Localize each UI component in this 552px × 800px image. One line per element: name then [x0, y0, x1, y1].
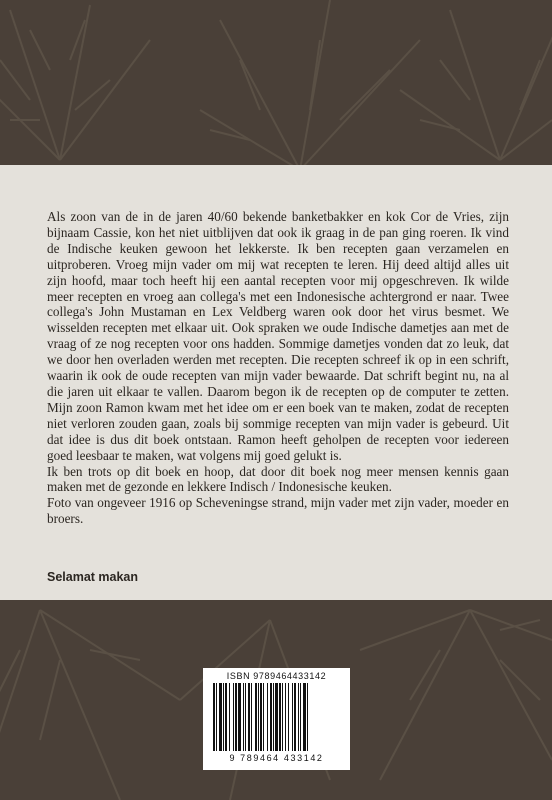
isbn-digits: 9 789464 433142 [229, 753, 324, 763]
barcode-bar [303, 683, 306, 751]
barcode-bar [235, 683, 237, 751]
isbn-barcode [203, 668, 350, 770]
barcode-bar [279, 683, 281, 751]
barcode-bar [270, 683, 272, 751]
barcode-bar [292, 683, 293, 751]
barcode-bar [260, 683, 262, 751]
barcode-bar [245, 683, 246, 751]
barcode-bar [273, 683, 274, 751]
barcode-bar [298, 683, 299, 751]
story-paragraph: Als zoon van de in de jaren 40/60 bekende banketbakker en kok Cor de Vries, zijn bijnaam Cassie, kon het niet uitblijven dat ook ik graag in de pan ging roeren. Ik vind de Indische keuken gewoon het lekkerste. Ik ben recepten gaan verzamelen en uitproberen. Vroeg mijn vader om mij wat recepten te leren. Hij deed altijd alles uit zijn hoofd, maar toch heeft hij een aantal recepten voor mij opgeschreven. Ik wilde meer recepten en vroeg aan collega's met een Indonesische achtergrond er naar. Twee collega's John Mustaman en Lex Veldberg waren ook door het virus besmet. We wisselden recepten met elkaar uit. Ook spraken we oude Indische dametjes aan met de vraag of ze nog recepten voor ons hadden. Sommige dametjes vonden dat zo leuk, dat we door hen overladen werden met recepten. Die recepten schreef ik op in een schrift, waarin ik ook de oude recepten van mijn vader bewaarde. Dat schrift begint nu, na al die jaren uit elkaar te vallen. Daarom begon ik de recepten op de computer te zetten. Mijn zoon Ramon kwam met het idee om er een boek van te maken, zodat de recepten niet verloren zouden gaan, zoals bij sommige recepten van mijn vader is gebeurd. Uit dat idee is dus dit boek ontstaan. Ramon heeft geholpen de recepten voor iedereen goed leesbaar te maken, wat volgens mij goed gelukt is. [47, 209, 509, 463]
barcode-bar [233, 683, 234, 751]
barcode-bar [223, 683, 224, 751]
barcode-bar [300, 683, 301, 751]
barcode-icon [213, 683, 341, 751]
barcode-bar [216, 683, 217, 751]
barcode-bar [248, 683, 250, 751]
barcode-bar [243, 683, 244, 751]
barcode-bar [285, 683, 286, 751]
barcode-bar [238, 683, 241, 751]
barcode-bar [282, 683, 283, 751]
isbn-label: ISBN 9789464433142 [226, 671, 327, 681]
barcode-bar [267, 683, 268, 751]
barcode-bar [213, 683, 215, 751]
barcode-bar [251, 683, 252, 751]
back-cover-text [47, 209, 509, 527]
barcode-bar [225, 683, 227, 751]
barcode-bar [255, 683, 257, 751]
barcode-bar [288, 683, 289, 751]
barcode-bar [263, 683, 264, 751]
story-paragraph: Ik ben trots op dit boek en hoop, dat door dit boek nog meer mensen kennis gaan maken met de gezonde en lekkere Indisch / Indonesische keuken. [47, 463, 509, 495]
barcode-bar [307, 683, 308, 751]
signoff: Selamat makan [47, 570, 139, 584]
barcode-bar [275, 683, 278, 751]
barcode-bar [229, 683, 230, 751]
photo-caption: Foto van ongeveer 1916 op Scheveningse strand, mijn vader met zijn vader, moeder en broers. [47, 495, 509, 527]
barcode-bar [219, 683, 222, 751]
barcode-bar [258, 683, 259, 751]
barcode-bar [294, 683, 296, 751]
